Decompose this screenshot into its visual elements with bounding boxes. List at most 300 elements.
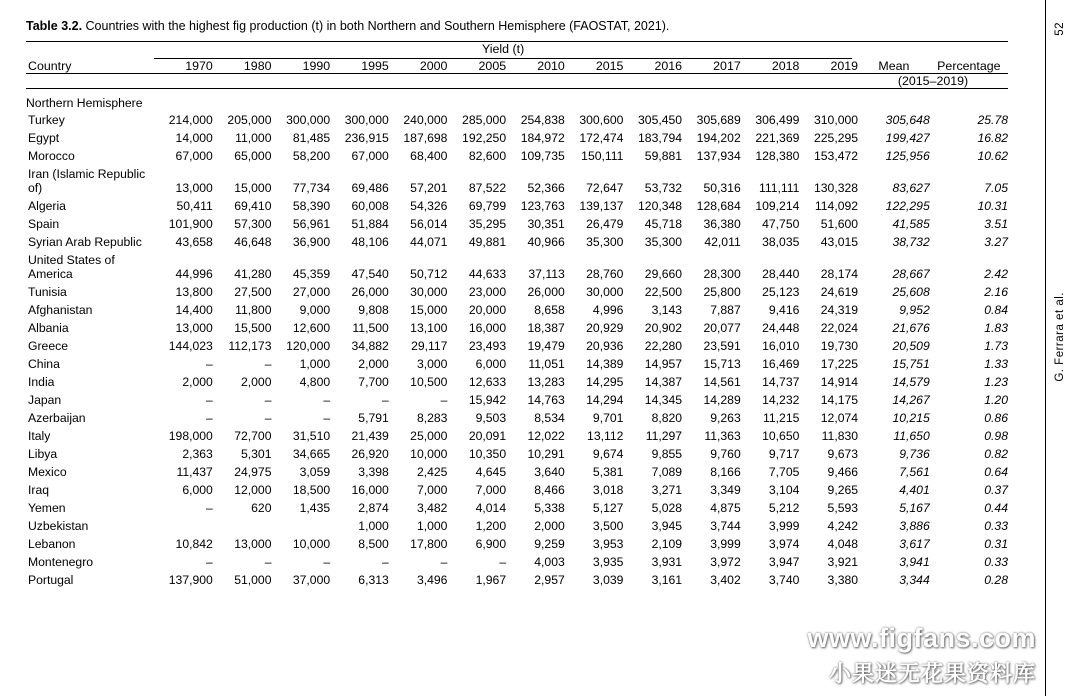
- cell-percentage: 0.84: [984, 302, 1008, 317]
- cell-percentage: 0.98: [984, 428, 1008, 443]
- cell-yield-2018: 7,705: [768, 464, 800, 479]
- cell-yield-1995: 8,500: [358, 536, 389, 551]
- cell-yield-2000: 2,425: [416, 464, 448, 479]
- cell-yield-2000: 7,000: [416, 482, 448, 497]
- cell-yield-1995: 6,313: [358, 572, 389, 587]
- cell-yield-1980: 46,648: [234, 234, 272, 249]
- cell-percentage: 25.78: [977, 112, 1008, 127]
- cell-country: Iraq: [28, 482, 50, 497]
- cell-yield-2018: 28,440: [762, 266, 800, 281]
- cell-country: Morocco: [28, 148, 75, 163]
- cell-yield-1990: 56,961: [292, 216, 331, 231]
- cell-yield-2019: 11,830: [821, 428, 859, 443]
- cell-yield-2018: 47,750: [762, 216, 800, 231]
- cell-yield-1980: –: [264, 356, 272, 371]
- cell-yield-2017: 9,760: [710, 446, 741, 461]
- cell-yield-2005: 23,493: [468, 338, 507, 353]
- table-row: [26, 165, 1008, 197]
- cell-mean: 25,608: [892, 284, 930, 299]
- cell-yield-2010: 109,735: [520, 148, 565, 163]
- cell-yield-2015: 9,674: [592, 446, 624, 461]
- cell-yield-2010: 11,051: [528, 356, 565, 371]
- cell-yield-2005: 49,881: [468, 234, 507, 249]
- cell-yield-2019: 22,024: [820, 320, 859, 335]
- cell-mean: 122,295: [885, 198, 930, 213]
- cell-yield-2018: 38,035: [762, 234, 800, 249]
- cell-yield-1970: 101,900: [168, 216, 213, 231]
- column-header-year-1980: 1980: [243, 58, 272, 73]
- cell-yield-1980: 12,000: [234, 482, 272, 497]
- cell-country: Portugal: [28, 572, 74, 587]
- caption-label: Table 3.2.: [26, 19, 83, 33]
- column-header-year-2018: 2018: [771, 58, 800, 73]
- cell-mean: 3,886: [899, 518, 930, 533]
- cell-yield-1990: 37,000: [292, 572, 331, 587]
- cell-yield-2016: 3,161: [651, 572, 683, 587]
- cell-country: China: [28, 356, 60, 371]
- cell-yield-2018: 5,212: [768, 500, 800, 515]
- cell-yield-1995: 2,874: [358, 500, 389, 515]
- cell-yield-2010: 37,113: [528, 266, 565, 281]
- column-header-year-2017: 2017: [713, 58, 741, 73]
- cell-yield-2000: 13,100: [410, 320, 448, 335]
- cell-yield-1995: 9,808: [358, 302, 389, 317]
- cell-yield-1970: –: [206, 356, 213, 371]
- cell-mean: 9,736: [899, 446, 930, 461]
- table-row: [26, 553, 1008, 571]
- cell-country: Afghanistan: [28, 302, 93, 317]
- cell-yield-1995: 26,000: [351, 284, 389, 299]
- cell-yield-2017: 11,363: [704, 428, 741, 443]
- cell-mean: 15,751: [892, 356, 930, 371]
- cell-country: Algeria: [28, 198, 66, 213]
- cell-yield-1970: 14,000: [175, 130, 213, 145]
- cell-yield-1980: 15,000: [234, 180, 272, 195]
- cell-percentage: 0.44: [984, 500, 1008, 515]
- cell-percentage: 1.33: [984, 356, 1008, 371]
- cell-mean: 5,167: [899, 500, 930, 515]
- cell-yield-2015: 3,018: [592, 482, 624, 497]
- cell-yield-2015: 20,936: [586, 338, 624, 353]
- table-row: [26, 409, 1008, 427]
- cell-yield-2010: 4,003: [534, 554, 565, 569]
- cell-yield-2016: 3,271: [651, 482, 683, 497]
- cell-country: Libya: [28, 446, 58, 461]
- cell-yield-2005: 82,600: [468, 148, 507, 163]
- column-header-year-2005: 2005: [478, 58, 507, 73]
- table-row: [26, 355, 1008, 373]
- table-column-header-row: [26, 59, 1008, 74]
- cell-yield-1995: 34,882: [351, 338, 389, 353]
- cell-yield-1990: 27,000: [292, 284, 331, 299]
- cell-yield-2018: 16,469: [762, 356, 800, 371]
- cell-country: Lebanon: [28, 536, 76, 551]
- cell-yield-1995: 236,915: [344, 130, 389, 145]
- column-header-year-1995: 1995: [361, 58, 389, 73]
- table-caption: [26, 18, 1008, 41]
- cell-yield-2000: 1,000: [416, 518, 448, 533]
- cell-yield-2017: 36,380: [703, 216, 741, 231]
- cell-yield-2016: 20,902: [644, 320, 683, 335]
- cell-yield-2018: 109,214: [755, 198, 800, 213]
- cell-yield-1990: 81,485: [292, 130, 331, 145]
- table-row: [26, 319, 1008, 337]
- cell-mean: 11,650: [893, 428, 930, 443]
- table-row: [26, 301, 1008, 319]
- cell-yield-1990: –: [323, 392, 331, 407]
- cell-yield-2005: 12,633: [468, 374, 507, 389]
- cell-yield-1990: 300,000: [286, 112, 331, 127]
- cell-yield-2015: 5,381: [592, 464, 624, 479]
- cell-yield-2017: 3,402: [710, 572, 741, 587]
- cell-percentage: 3.27: [984, 234, 1008, 249]
- cell-yield-2017: 25,800: [703, 284, 741, 299]
- cell-yield-2010: 5,338: [534, 500, 565, 515]
- cell-yield-1990: 1,000: [299, 356, 331, 371]
- cell-yield-1990: 120,000: [286, 338, 331, 353]
- cell-yield-2018: 11,215: [763, 410, 800, 425]
- cell-mean: 10,215: [892, 410, 930, 425]
- cell-yield-2010: 52,366: [527, 180, 565, 195]
- cell-yield-2000: 50,712: [410, 266, 448, 281]
- cell-yield-1995: 3,398: [358, 464, 389, 479]
- cell-yield-2005: 1,200: [475, 518, 507, 533]
- cell-mean: 20,509: [892, 338, 930, 353]
- cell-yield-2018: 14,737: [762, 374, 800, 389]
- cell-yield-2018: 9,717: [768, 446, 800, 461]
- cell-yield-2005: 23,000: [468, 284, 507, 299]
- cell-percentage: 1.83: [984, 320, 1008, 335]
- cell-yield-2015: 14,294: [586, 392, 624, 407]
- cell-yield-1990: –: [323, 410, 331, 425]
- cell-yield-2000: 54,326: [410, 198, 448, 213]
- group-header-mean-pct-spacer: [858, 45, 1008, 59]
- cell-percentage: 2.42: [984, 266, 1008, 281]
- cell-yield-1970: 50,411: [176, 198, 213, 213]
- cell-yield-2015: 3,039: [592, 572, 624, 587]
- cell-yield-2000: 29,117: [411, 338, 448, 353]
- cell-percentage: 2.16: [984, 284, 1008, 299]
- cell-yield-1970: 67,000: [175, 148, 213, 163]
- cell-yield-2000: –: [440, 392, 448, 407]
- cell-percentage: 0.64: [984, 464, 1008, 479]
- cell-yield-2005: 9,503: [475, 410, 507, 425]
- cell-country: Mexico: [28, 464, 67, 479]
- column-header-mean: Mean: [878, 58, 910, 73]
- cell-yield-2015: 3,500: [592, 518, 624, 533]
- cell-yield-2000: 3,000: [416, 356, 448, 371]
- cell-yield-1970: –: [206, 410, 213, 425]
- cell-yield-2005: 35,295: [468, 216, 507, 231]
- cell-yield-1990: [271, 517, 330, 535]
- cell-yield-2018: 111,111: [758, 180, 800, 195]
- cell-yield-2017: 3,999: [710, 536, 741, 551]
- cell-yield-2015: 20,929: [586, 320, 624, 335]
- cell-yield-2000: 68,400: [410, 148, 448, 163]
- cell-country: Montenegro: [28, 554, 94, 569]
- cell-yield-2017: 137,934: [696, 148, 741, 163]
- cell-yield-1980: 11,000: [235, 130, 272, 145]
- cell-yield-2018: 221,369: [755, 130, 800, 145]
- cell-yield-2000: 3,496: [416, 572, 448, 587]
- cell-yield-2019: 14,914: [820, 374, 859, 389]
- cell-yield-2000: 17,800: [410, 536, 448, 551]
- cell-yield-1980: 72,700: [234, 428, 272, 443]
- cell-yield-2016: 3,945: [651, 518, 683, 533]
- cell-yield-1990: 3,059: [299, 464, 331, 479]
- table-row: [26, 535, 1008, 553]
- cell-yield-2005: 1,967: [475, 572, 507, 587]
- cell-yield-2019: 14,175: [820, 392, 859, 407]
- cell-yield-2015: 4,996: [592, 302, 624, 317]
- table-row: [26, 233, 1008, 251]
- cell-mean: 14,267: [892, 392, 930, 407]
- cell-yield-2010: 8,466: [534, 482, 565, 497]
- cell-yield-1980: 11,800: [235, 302, 272, 317]
- cell-yield-1990: 4,800: [299, 374, 331, 389]
- cell-yield-2005: 285,000: [462, 112, 507, 127]
- cell-percentage: 0.37: [984, 482, 1008, 497]
- cell-yield-1995: 21,439: [351, 428, 389, 443]
- cell-yield-2015: 172,474: [579, 130, 624, 145]
- cell-yield-2010: 12,022: [527, 428, 565, 443]
- cell-yield-1990: 31,510: [292, 428, 331, 443]
- subheader-empty: [26, 73, 154, 88]
- cell-yield-2018: 10,650: [762, 428, 800, 443]
- cell-yield-2010: 2,000: [534, 518, 565, 533]
- cell-mean: 83,627: [892, 180, 930, 195]
- cell-percentage: 3.51: [984, 216, 1008, 231]
- cell-yield-2018: 14,232: [762, 392, 800, 407]
- table-row: [26, 251, 1008, 283]
- cell-yield-2018: 16,010: [762, 338, 800, 353]
- cell-yield-2005: 10,350: [468, 446, 507, 461]
- cell-yield-2016: 2,109: [651, 536, 683, 551]
- cell-mean: 14,579: [892, 374, 930, 389]
- cell-country: Greece: [28, 338, 68, 353]
- cell-yield-2016: 3,931: [651, 554, 683, 569]
- cell-yield-2016: 14,387: [644, 374, 683, 389]
- cell-yield-1995: 60,008: [351, 198, 389, 213]
- cell-country: United States of America: [28, 252, 115, 281]
- cell-yield-2019: 225,295: [813, 130, 859, 145]
- cell-yield-1990: 1,435: [299, 500, 331, 515]
- cell-yield-1980: 65,000: [234, 148, 272, 163]
- cell-yield-1995: 7,700: [358, 374, 389, 389]
- table-row: [26, 215, 1008, 233]
- cell-yield-2005: 20,091: [468, 428, 507, 443]
- cell-yield-1970: 14,400: [175, 302, 213, 317]
- cell-percentage: 10.31: [977, 198, 1008, 213]
- cell-yield-1980: [213, 517, 272, 535]
- group-header-yield-label: Yield (t): [154, 42, 852, 59]
- table-row: [26, 391, 1008, 409]
- cell-yield-1980: 13,000: [234, 536, 272, 551]
- cell-yield-1980: –: [264, 392, 272, 407]
- cell-country: Syrian Arab Republic: [28, 234, 142, 249]
- cell-yield-2016: 9,855: [651, 446, 683, 461]
- cell-country: Azerbaijan: [28, 410, 86, 425]
- table-row: [26, 517, 1008, 535]
- cell-yield-2017: 3,744: [710, 518, 741, 533]
- cell-yield-1980: 24,975: [234, 464, 272, 479]
- cell-yield-2016: 35,300: [644, 234, 683, 249]
- cell-yield-2005: 7,000: [475, 482, 507, 497]
- column-header-year-2010: 2010: [537, 58, 565, 73]
- cell-yield-2015: 35,300: [586, 234, 624, 249]
- cell-yield-1980: 112,173: [228, 338, 272, 353]
- cell-yield-1980: 57,300: [234, 216, 272, 231]
- cell-yield-2010: 18,387: [527, 320, 565, 335]
- cell-percentage: 1.20: [984, 392, 1008, 407]
- group-header-yield: [154, 42, 858, 59]
- cell-yield-2005: 44,633: [468, 266, 507, 281]
- cell-yield-2019: 12,074: [820, 410, 859, 425]
- cell-yield-1990: 77,734: [292, 180, 331, 195]
- column-header-year-1990: 1990: [302, 58, 331, 73]
- cell-yield-1990: 34,665: [292, 446, 331, 461]
- cell-yield-2000: 15,000: [410, 302, 448, 317]
- caption-text: Countries with the highest fig production (t) in both Northern and Southern Hemisphere (FAOSTAT, 2021).: [85, 19, 670, 33]
- cell-yield-2005: 4,645: [475, 464, 507, 479]
- cell-yield-2019: 17,225: [820, 356, 859, 371]
- cell-yield-2010: 14,763: [527, 392, 565, 407]
- cell-country: Turkey: [28, 112, 65, 127]
- cell-yield-2016: 14,345: [644, 392, 683, 407]
- cell-yield-1980: 51,000: [234, 572, 272, 587]
- column-header-year-2015: 2015: [595, 58, 624, 73]
- cell-yield-2000: 30,000: [410, 284, 448, 299]
- cell-yield-2015: 14,389: [586, 356, 624, 371]
- cell-mean: 28,667: [892, 266, 930, 281]
- cell-percentage: 0.33: [984, 518, 1008, 533]
- cell-country: Albania: [28, 320, 69, 335]
- cell-yield-1970: 6,000: [182, 482, 213, 497]
- cell-yield-2016: 22,280: [644, 338, 683, 353]
- column-header-percentage: Percentage: [937, 58, 1001, 73]
- cell-yield-1980: 5,301: [240, 446, 272, 461]
- cell-country: Yemen: [28, 500, 66, 515]
- cell-yield-2017: 7,887: [710, 302, 741, 317]
- table-row: [26, 283, 1008, 301]
- cell-yield-2017: 20,077: [703, 320, 741, 335]
- cell-yield-2018: 3,947: [768, 554, 800, 569]
- cell-yield-1990: –: [323, 554, 331, 569]
- cell-yield-2016: 8,820: [651, 410, 683, 425]
- table-section-northern-hemisphere: [26, 88, 1008, 111]
- group-header-empty: [26, 42, 154, 59]
- cell-yield-2015: 139,137: [579, 198, 624, 213]
- cell-yield-2017: 4,875: [710, 500, 741, 515]
- cell-yield-1990: 58,390: [292, 198, 331, 213]
- cell-yield-2000: 8,283: [416, 410, 448, 425]
- cell-yield-2015: 150,111: [581, 148, 624, 163]
- cell-yield-2019: 24,319: [820, 302, 859, 317]
- cell-yield-2018: 25,123: [762, 284, 800, 299]
- cell-yield-2005: 15,942: [468, 392, 507, 407]
- cell-yield-1995: 5,791: [358, 410, 389, 425]
- running-head-authors: G. Ferrara et al.: [1054, 292, 1066, 382]
- cell-yield-2000: 10,500: [410, 374, 448, 389]
- cell-yield-1995: 11,500: [352, 320, 389, 335]
- cell-percentage: 16.82: [977, 130, 1008, 145]
- cell-yield-1995: 67,000: [351, 148, 389, 163]
- cell-yield-2016: 11,297: [645, 428, 683, 443]
- cell-yield-1995: 47,540: [351, 266, 389, 281]
- cell-yield-2005: 6,900: [475, 536, 507, 551]
- cell-yield-2010: 123,763: [520, 198, 565, 213]
- cell-yield-2018: 9,416: [768, 302, 800, 317]
- cell-yield-2010: 19,479: [527, 338, 565, 353]
- column-header-country: Country: [28, 58, 72, 73]
- cell-yield-2016: 5,028: [651, 500, 683, 515]
- cell-country: Japan: [28, 392, 62, 407]
- cell-yield-2016: 305,450: [638, 112, 683, 127]
- watermark-site: www.figfans.com: [807, 623, 1036, 653]
- table-row: [26, 445, 1008, 463]
- cell-yield-1995: –: [382, 554, 389, 569]
- cell-yield-2018: 3,999: [768, 518, 800, 533]
- cell-mean: 3,941: [899, 554, 930, 569]
- cell-country: India: [28, 374, 55, 389]
- cell-mean: 21,676: [892, 320, 930, 335]
- cell-yield-2015: 26,479: [586, 216, 624, 231]
- cell-yield-2017: 15,713: [703, 356, 741, 371]
- cell-yield-2018: 3,740: [768, 572, 800, 587]
- cell-mean: 4,401: [899, 482, 930, 497]
- cell-yield-2010: 30,351: [527, 216, 565, 231]
- cell-yield-2010: 3,640: [534, 464, 565, 479]
- cell-yield-2019: 19,730: [820, 338, 859, 353]
- table-row: [26, 129, 1008, 147]
- cell-yield-2018: 24,448: [762, 320, 800, 335]
- table-row: [26, 147, 1008, 165]
- cell-yield-1980: 205,000: [227, 112, 272, 127]
- cell-yield-2010: 184,972: [520, 130, 565, 145]
- cell-yield-2019: 9,673: [827, 446, 859, 461]
- cell-yield-2010: 254,838: [520, 112, 565, 127]
- cell-yield-1990: 18,500: [292, 482, 331, 497]
- cell-yield-2000: 10,000: [410, 446, 448, 461]
- cell-yield-2017: 28,300: [703, 266, 741, 281]
- cell-yield-2017: 3,972: [710, 554, 741, 569]
- cell-yield-2005: 4,014: [475, 500, 507, 515]
- cell-yield-2005: 20,000: [468, 302, 507, 317]
- cell-yield-1980: 41,280: [234, 266, 272, 281]
- cell-yield-2000: 240,000: [403, 112, 448, 127]
- cell-yield-1990: 10,000: [292, 536, 331, 551]
- cell-yield-1970: 13,000: [175, 320, 213, 335]
- cell-percentage: 10.62: [977, 148, 1008, 163]
- cell-yield-2016: 183,794: [638, 130, 683, 145]
- cell-yield-1970: 11,437: [176, 464, 213, 479]
- cell-yield-2016: 59,881: [644, 148, 683, 163]
- cell-yield-2017: 23,591: [703, 338, 741, 353]
- cell-country: Italy: [28, 428, 51, 443]
- cell-yield-1970: 13,000: [175, 180, 213, 195]
- cell-yield-2015: 30,000: [586, 284, 624, 299]
- cell-yield-2005: –: [499, 554, 507, 569]
- cell-yield-1970: 2,000: [182, 374, 213, 389]
- table-row: [26, 481, 1008, 499]
- column-header-year-1970: 1970: [185, 58, 213, 73]
- cell-yield-2015: 9,701: [592, 410, 624, 425]
- cell-yield-1970: 44,996: [175, 266, 213, 281]
- cell-yield-2016: 22,500: [644, 284, 683, 299]
- cell-percentage: 0.31: [984, 536, 1008, 551]
- cell-yield-1995: 2,000: [358, 356, 389, 371]
- cell-yield-1970: 2,363: [182, 446, 213, 461]
